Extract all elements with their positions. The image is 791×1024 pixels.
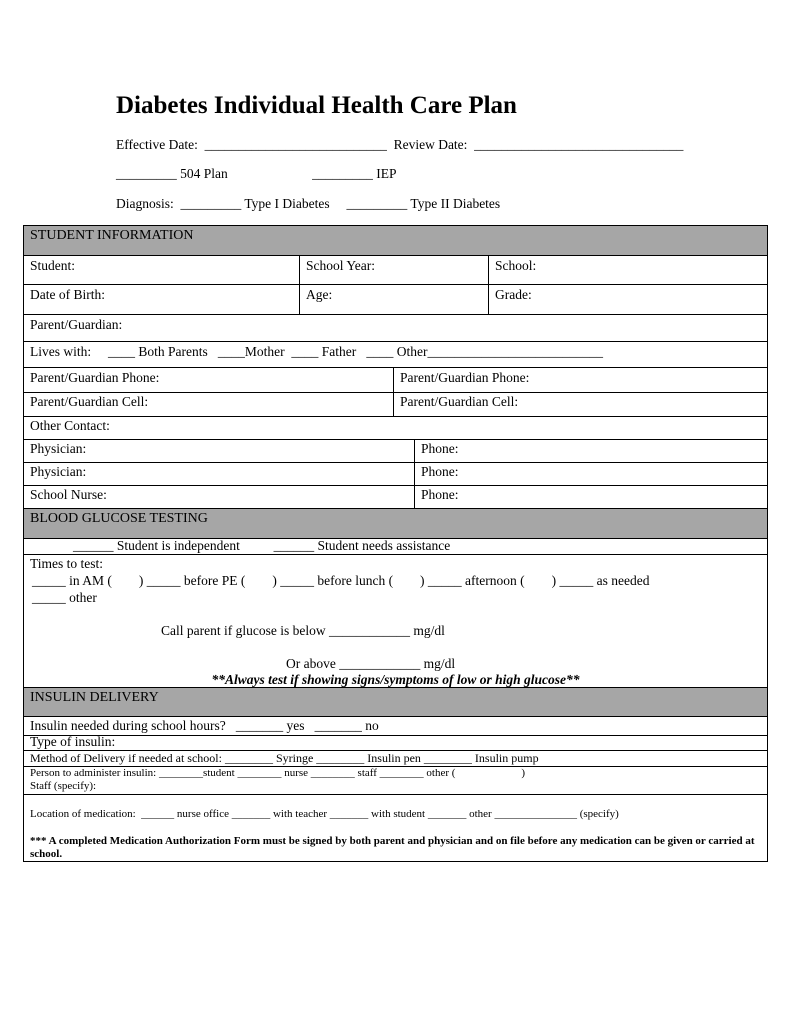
dob-row bbox=[24, 284, 767, 314]
authorization-notice: *** A completed Medication Authorization Form must be signed by both parent and physician and on file before any medication can be given or carried at school. bbox=[30, 835, 755, 860]
page-title: Diabetes Individual Health Care Plan bbox=[116, 92, 517, 119]
diagnosis-line: Diagnosis: _________ Type I Diabetes _________ Type II Diabetes bbox=[116, 196, 501, 211]
parent-cell-row bbox=[24, 392, 767, 416]
testing-times-block bbox=[24, 554, 767, 687]
school-field[interactable]: School: bbox=[488, 256, 767, 284]
insulin-needed-row[interactable]: Insulin needed during school hours? _______ yes _______ no bbox=[24, 716, 767, 735]
physician-row-1 bbox=[24, 439, 767, 462]
medication-location-block bbox=[24, 794, 767, 861]
parent-guardian-phone-1[interactable]: Parent/Guardian Phone: bbox=[30, 370, 160, 385]
physician-2-field[interactable]: Physician: bbox=[30, 464, 87, 479]
section-blood-glucose-testing bbox=[24, 508, 767, 538]
parent-guardian-field[interactable]: Parent/Guardian: bbox=[24, 314, 767, 341]
student-row bbox=[24, 255, 767, 284]
medication-location-options[interactable]: Location of medication: ______ nurse office _______ with teacher _______ with student _______ other _______________ (specify) bbox=[30, 808, 619, 820]
physician-1-phone-field[interactable]: Phone: bbox=[414, 440, 767, 462]
school-nurse-field[interactable]: School Nurse: bbox=[30, 487, 107, 502]
call-parent-threshold[interactable]: Call parent if glucose is below ____________ mg/dl bbox=[161, 623, 445, 638]
effective-review-date-line: Effective Date: ___________________________ Review Date: _______________________________ bbox=[116, 137, 684, 152]
lives-with-row[interactable]: Lives with: ____ Both Parents ____Mother ____ Father ____ Other__________________________ bbox=[24, 341, 767, 367]
school-year-field[interactable]: School Year: bbox=[299, 256, 488, 284]
grade-field[interactable]: Grade: bbox=[488, 285, 767, 314]
section-student-information bbox=[24, 226, 767, 255]
delivery-method-row[interactable]: Method of Delivery if needed at school: ________ Syringe ________ Insulin pen ________ Insulin pump bbox=[24, 750, 767, 766]
school-nurse-phone-field[interactable]: Phone: bbox=[414, 486, 767, 508]
physician-1-field[interactable]: Physician: bbox=[30, 441, 87, 456]
dob-field[interactable]: Date of Birth: bbox=[30, 287, 105, 302]
parent-guardian-cell-1[interactable]: Parent/Guardian Cell: bbox=[30, 394, 149, 409]
physician-2-phone-field[interactable]: Phone: bbox=[414, 463, 767, 485]
parent-phone-row bbox=[24, 367, 767, 392]
plan-type-line: _________ 504 Plan _________ IEP bbox=[116, 166, 397, 181]
student-field[interactable]: Student: bbox=[30, 258, 76, 273]
other-contact-field[interactable]: Other Contact: bbox=[24, 416, 767, 439]
staff-specify-field[interactable]: Staff (specify): bbox=[30, 780, 97, 792]
independence-row[interactable]: ______ Student is independent ______ Student needs assistance bbox=[24, 538, 767, 554]
type-of-insulin-field[interactable]: Type of insulin: bbox=[24, 735, 767, 750]
or-above-threshold[interactable]: Or above ____________ mg/dl bbox=[286, 656, 456, 671]
health-care-plan-form bbox=[23, 225, 768, 862]
times-to-test-options[interactable]: _____ in AM ( ) _____ before PE ( ) _____ before lunch ( ) _____ afternoon ( ) _____ as needed bbox=[32, 573, 650, 588]
parent-guardian-phone-2[interactable]: Parent/Guardian Phone: bbox=[393, 368, 767, 392]
always-test-note: **Always test if showing signs/symptoms of low or high glucose** bbox=[211, 672, 580, 687]
section-heading: BLOOD GLUCOSE TESTING bbox=[30, 511, 208, 526]
person-to-administer-options[interactable]: Person to administer insulin: ________student ________ nurse ________ staff ________ other ( ) bbox=[30, 767, 526, 779]
section-insulin-delivery bbox=[24, 687, 767, 716]
person-to-administer-block bbox=[24, 766, 767, 794]
school-nurse-row bbox=[24, 485, 767, 508]
section-heading: INSULIN DELIVERY bbox=[30, 690, 159, 705]
section-heading: STUDENT INFORMATION bbox=[30, 228, 194, 243]
times-to-test-label: Times to test: bbox=[30, 556, 104, 571]
times-other-option[interactable]: _____ other bbox=[32, 590, 97, 605]
parent-guardian-cell-2[interactable]: Parent/Guardian Cell: bbox=[393, 393, 767, 416]
physician-row-2 bbox=[24, 462, 767, 485]
age-field[interactable]: Age: bbox=[299, 285, 488, 314]
